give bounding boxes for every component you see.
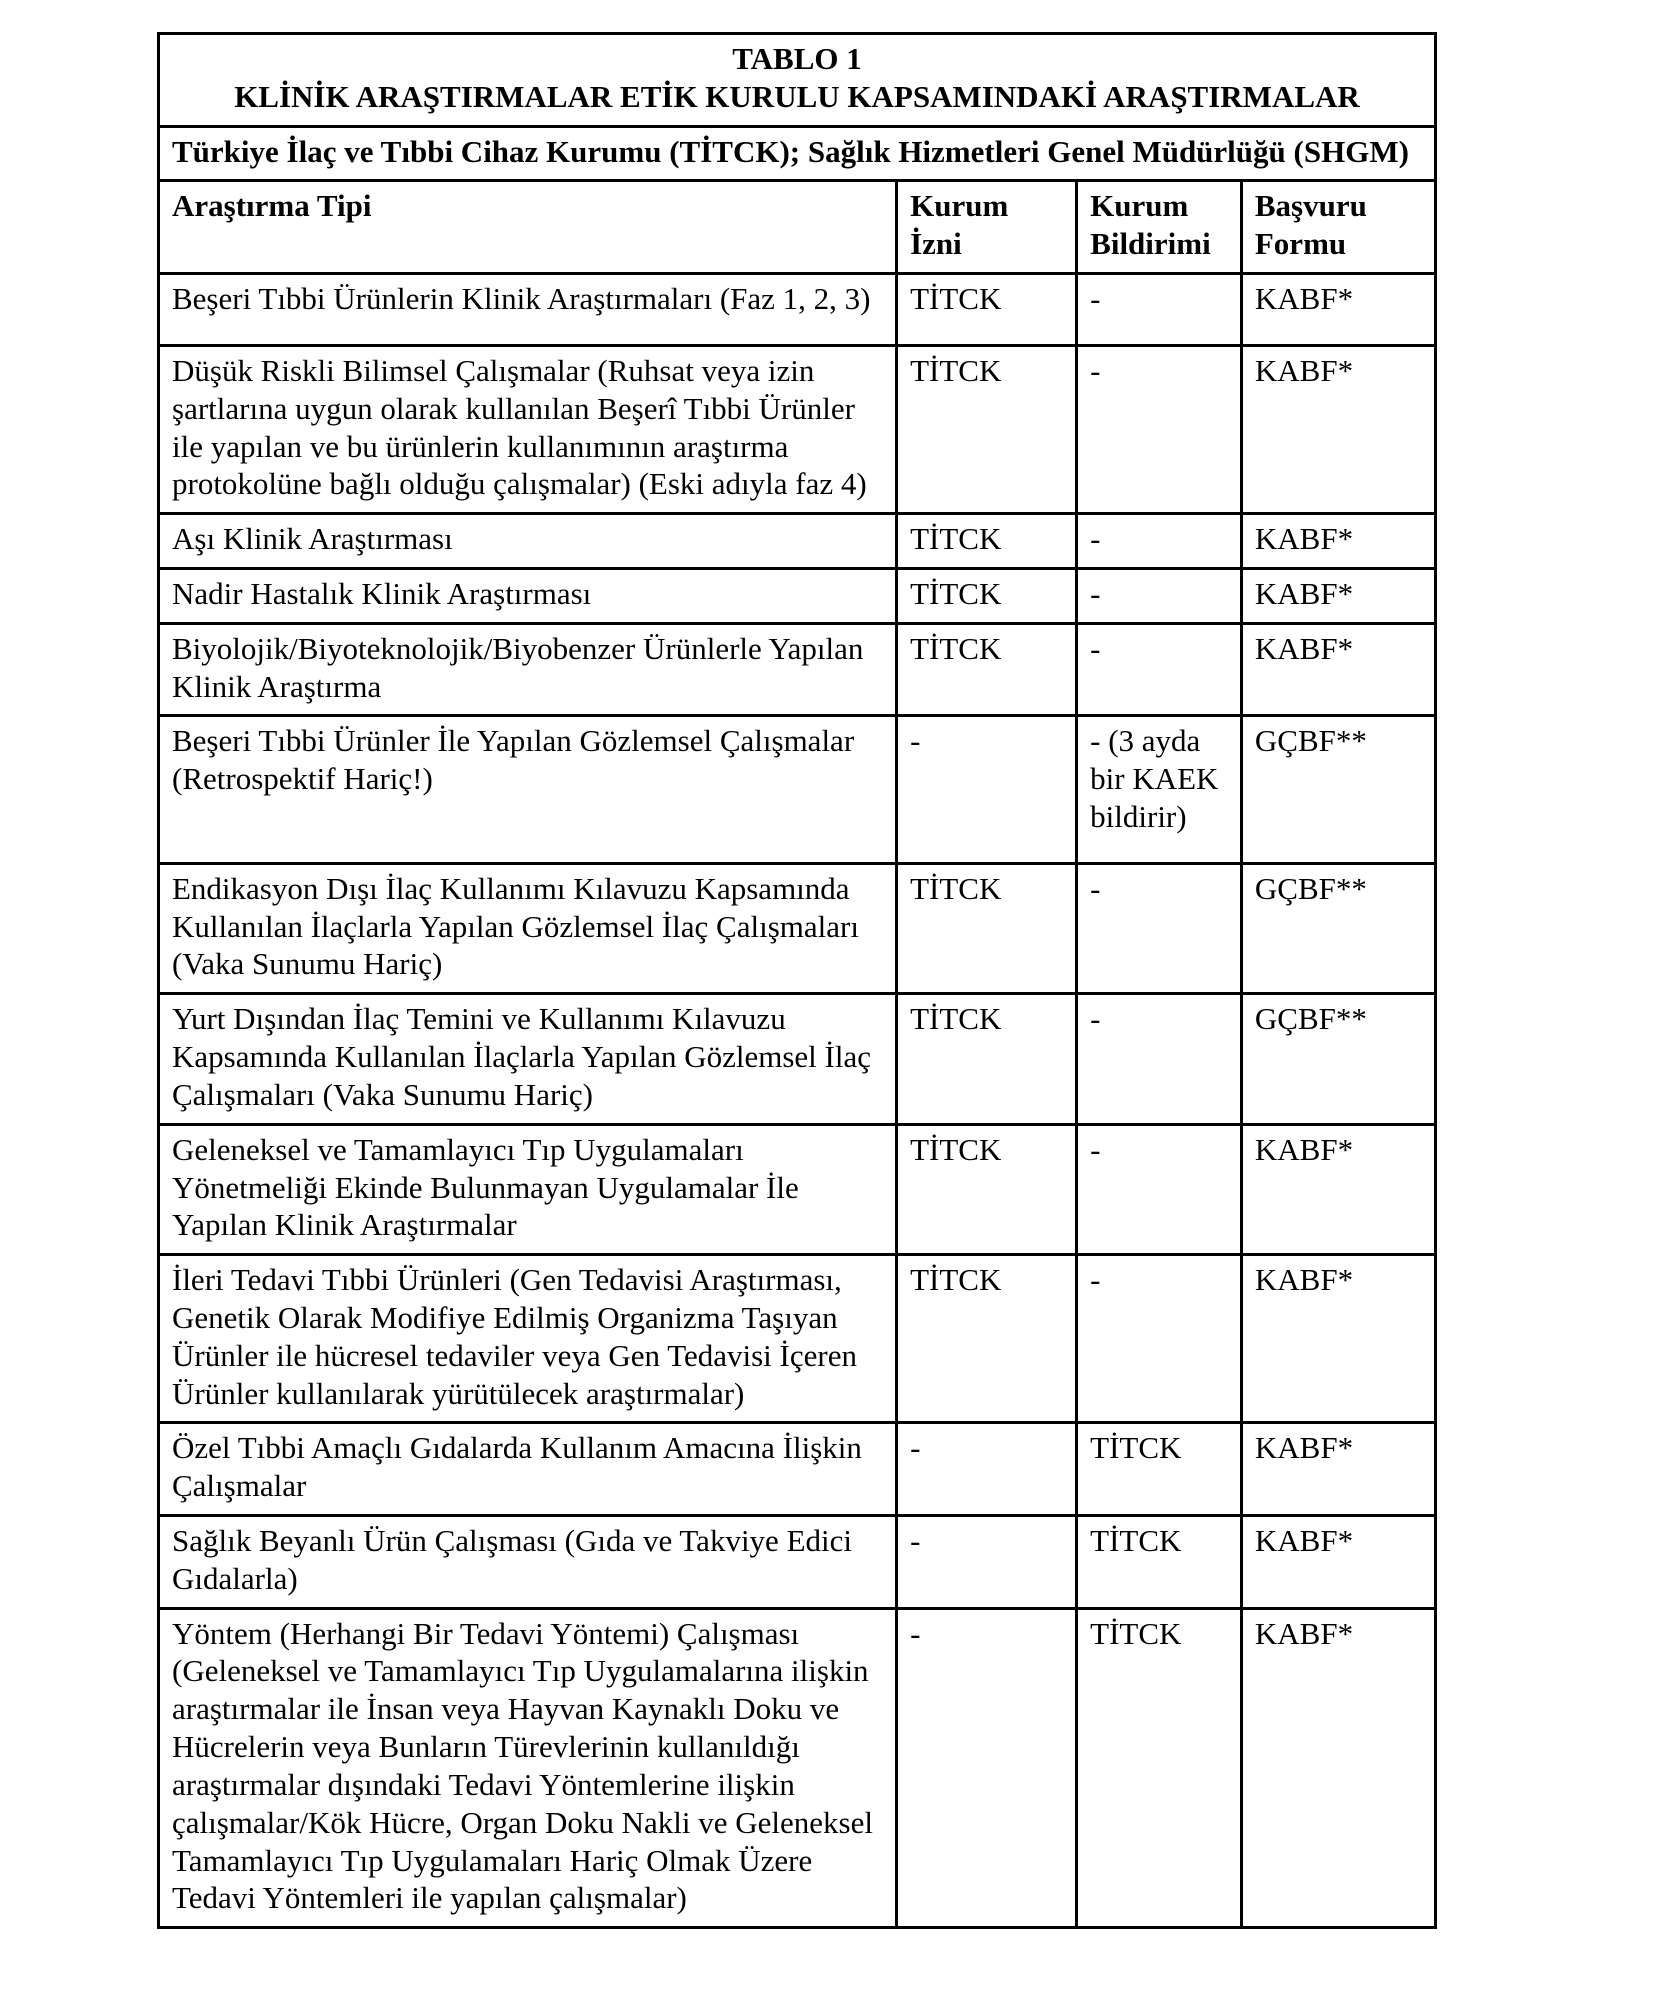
institution-permission-cell: TİTCK bbox=[897, 623, 1077, 716]
application-form-cell: GÇBF** bbox=[1241, 716, 1435, 863]
research-type-cell: Nadir Hastalık Klinik Araştırması bbox=[159, 568, 897, 623]
column-header-kurum-izni: Kurum İzni bbox=[897, 181, 1077, 274]
table-title bbox=[159, 34, 1436, 127]
table-row bbox=[159, 716, 1436, 863]
institution-notification-cell: - bbox=[1077, 514, 1242, 569]
research-type-cell: Sağlık Beyanlı Ürün Çalışması (Gıda ve Takviye Edici Gıdalarla) bbox=[159, 1516, 897, 1609]
table-row bbox=[159, 994, 1436, 1124]
application-form-cell: GÇBF** bbox=[1241, 994, 1435, 1124]
research-type-cell: Özel Tıbbi Amaçlı Gıdalarda Kullanım Amacına İlişkin Çalışmalar bbox=[159, 1423, 897, 1516]
institution-notification-cell: TİTCK bbox=[1077, 1608, 1242, 1928]
institution-notification-cell: - (3 ayda bir KAEK bildirir) bbox=[1077, 716, 1242, 863]
research-type-cell: Geleneksel ve Tamamlayıcı Tıp Uygulamaları Yönetmeliği Ekinde Bulunmayan Uygulamalar İle Yapılan Klinik Araştırmalar bbox=[159, 1124, 897, 1254]
institution-notification-cell: - bbox=[1077, 274, 1242, 346]
research-type-cell: Düşük Riskli Bilimsel Çalışmalar (Ruhsat veya izin şartlarına uygun olarak kullanılan Beşerî Tıbbi Ürünler ile yapılan ve bu ürünlerin kullanımının araştırma protokolüne bağlı olduğu çalışmalar) (Eski adıyla faz 4) bbox=[159, 345, 897, 513]
application-form-cell: KABF* bbox=[1241, 1423, 1435, 1516]
application-form-cell: KABF* bbox=[1241, 514, 1435, 569]
institution-notification-cell: - bbox=[1077, 623, 1242, 716]
table-title-line1: TABLO 1 bbox=[732, 41, 862, 76]
institution-permission-cell: TİTCK bbox=[897, 863, 1077, 993]
application-form-cell: GÇBF** bbox=[1241, 863, 1435, 993]
research-type-cell: Endikasyon Dışı İlaç Kullanımı Kılavuzu Kapsamında Kullanılan İlaçlarla Yapılan Gözlemsel İlaç Çalışmaları (Vaka Sunumu Hariç) bbox=[159, 863, 897, 993]
table-row bbox=[159, 1516, 1436, 1609]
table-row bbox=[159, 1124, 1436, 1254]
application-form-cell: KABF* bbox=[1241, 1124, 1435, 1254]
research-type-cell: İleri Tedavi Tıbbi Ürünleri (Gen Tedavisi Araştırması, Genetik Olarak Modifiye Edilmiş Organizma Taşıyan Ürünler ile hücresel tedaviler veya Gen Tedavisi İçeren Ürünler kullanılarak yürütülecek araştırmalar) bbox=[159, 1255, 897, 1423]
institution-permission-cell: - bbox=[897, 1423, 1077, 1516]
table-row bbox=[159, 568, 1436, 623]
institution-permission-cell: TİTCK bbox=[897, 568, 1077, 623]
column-header-kurum-bildirimi: Kurum Bildirimi bbox=[1077, 181, 1242, 274]
table-row bbox=[159, 345, 1436, 513]
research-type-cell: Beşeri Tıbbi Ürünlerin Klinik Araştırmaları (Faz 1, 2, 3) bbox=[159, 274, 897, 346]
institution-permission-cell: TİTCK bbox=[897, 345, 1077, 513]
institution-notification-cell: TİTCK bbox=[1077, 1423, 1242, 1516]
column-header-arastirma-tipi: Araştırma Tipi bbox=[159, 181, 897, 274]
institution-notification-cell: TİTCK bbox=[1077, 1516, 1242, 1609]
table-row bbox=[159, 1255, 1436, 1423]
tablo-1 bbox=[157, 32, 1437, 1929]
table-row bbox=[159, 274, 1436, 346]
application-form-cell: KABF* bbox=[1241, 1608, 1435, 1928]
table-row bbox=[159, 623, 1436, 716]
table-subtitle-row bbox=[159, 126, 1436, 181]
institution-permission-cell: TİTCK bbox=[897, 1124, 1077, 1254]
institution-permission-cell: TİTCK bbox=[897, 274, 1077, 346]
research-type-cell: Beşeri Tıbbi Ürünler İle Yapılan Gözlemsel Çalışmalar (Retrospektif Hariç!) bbox=[159, 716, 897, 863]
institution-permission-cell: TİTCK bbox=[897, 994, 1077, 1124]
table-title-line2: KLİNİK ARAŞTIRMALAR ETİK KURULU KAPSAMINDAKİ ARAŞTIRMALAR bbox=[234, 78, 1360, 114]
table-row bbox=[159, 514, 1436, 569]
table-header-row bbox=[159, 181, 1436, 274]
institution-notification-cell: - bbox=[1077, 1124, 1242, 1254]
application-form-cell: KABF* bbox=[1241, 623, 1435, 716]
institution-permission-cell: - bbox=[897, 716, 1077, 863]
research-type-cell: Yöntem (Herhangi Bir Tedavi Yöntemi) Çalışması (Geleneksel ve Tamamlayıcı Tıp Uygulamalarına ilişkin araştırmalar ile İnsan veya Hayvan Kaynaklı Doku ve Hücrelerin veya Bunların Türevlerinin kullanıldığı araştırmalar dışındaki Tedavi Yöntemlerine ilişkin çalışmalar/Kök Hücre, Organ Doku Nakli ve Geleneksel Tamamlayıcı Tıp Uygulamaları Hariç Olmak Üzere Tedavi Yöntemleri ile yapılan çalışmalar) bbox=[159, 1608, 897, 1928]
institution-permission-cell: TİTCK bbox=[897, 1255, 1077, 1423]
table-row bbox=[159, 863, 1436, 993]
institution-notification-cell: - bbox=[1077, 994, 1242, 1124]
table-row bbox=[159, 1608, 1436, 1928]
application-form-cell: KABF* bbox=[1241, 568, 1435, 623]
research-type-cell: Aşı Klinik Araştırması bbox=[159, 514, 897, 569]
application-form-cell: KABF* bbox=[1241, 1255, 1435, 1423]
institution-notification-cell: - bbox=[1077, 345, 1242, 513]
institution-permission-cell: - bbox=[897, 1516, 1077, 1609]
institution-permission-cell: TİTCK bbox=[897, 514, 1077, 569]
application-form-cell: KABF* bbox=[1241, 345, 1435, 513]
research-type-cell: Biyolojik/Biyoteknolojik/Biyobenzer Ürünlerle Yapılan Klinik Araştırma bbox=[159, 623, 897, 716]
column-header-basvuru-formu: Başvuru Formu bbox=[1241, 181, 1435, 274]
institution-notification-cell: - bbox=[1077, 863, 1242, 993]
application-form-cell: KABF* bbox=[1241, 1516, 1435, 1609]
table-subtitle: Türkiye İlaç ve Tıbbi Cihaz Kurumu (TİTCK); Sağlık Hizmetleri Genel Müdürlüğü (SHGM) bbox=[159, 126, 1436, 181]
institution-notification-cell: - bbox=[1077, 1255, 1242, 1423]
table-title-row bbox=[159, 34, 1436, 127]
institution-notification-cell: - bbox=[1077, 568, 1242, 623]
research-type-cell: Yurt Dışından İlaç Temini ve Kullanımı Kılavuzu Kapsamında Kullanılan İlaçlarla Yapılan Gözlemsel İlaç Çalışmaları (Vaka Sunumu Hariç) bbox=[159, 994, 897, 1124]
application-form-cell: KABF* bbox=[1241, 274, 1435, 346]
table-row bbox=[159, 1423, 1436, 1516]
institution-permission-cell: - bbox=[897, 1608, 1077, 1928]
